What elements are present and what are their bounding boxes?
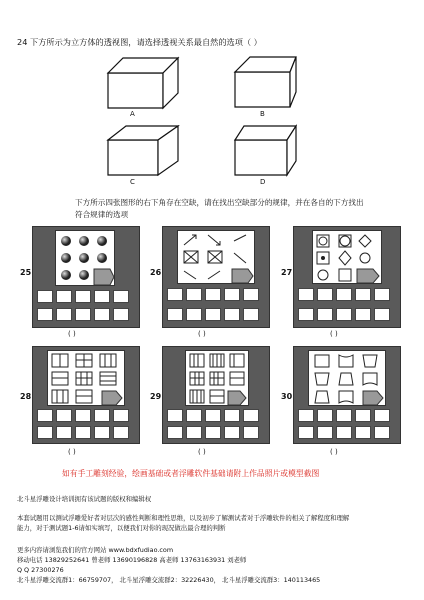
option-diamond-icon[interactable] — [374, 308, 390, 321]
answer-blank-30[interactable]: ( ) — [330, 448, 338, 456]
options-row-2-27 — [298, 308, 390, 321]
options-row-1-29 — [167, 409, 259, 422]
option-square-icon[interactable] — [317, 308, 333, 321]
option-grid-icon[interactable] — [56, 426, 72, 439]
question-number-25: 25 — [20, 268, 32, 277]
q25-30-instruction — [75, 197, 395, 221]
option-arrow-icon[interactable] — [186, 308, 202, 321]
options-row-2-30 — [298, 426, 390, 439]
answer-blank-27[interactable]: ( ) — [330, 330, 338, 338]
puzzle-grid-26 — [177, 230, 255, 284]
group-line: 北斗星浮雕交流群1：66759707， 北斗星浮雕交流群2：32226430， 北斗星浮雕交流群3：140113465 — [17, 576, 321, 584]
option-arrow-icon[interactable] — [167, 308, 183, 321]
options-row-1-30 — [298, 409, 390, 422]
question-number-29: 29 — [150, 392, 162, 401]
dot-grid-icon — [56, 231, 114, 285]
question-number-30: 30 — [281, 392, 293, 401]
website-line[interactable]: 更多内容请浏览我们的官方网站 www.bdxfudiao.com — [17, 546, 174, 554]
option-square-icon[interactable] — [75, 290, 91, 303]
puzzle-grid-28 — [47, 350, 125, 406]
bar-grid-icon — [186, 351, 248, 405]
answer-blank-28[interactable]: ( ) — [68, 448, 76, 456]
question-number-27: 27 — [281, 268, 293, 277]
puzzle-grid-29 — [185, 350, 249, 406]
option-grid-icon[interactable] — [167, 426, 183, 439]
option-trapezoid-icon[interactable] — [355, 426, 371, 439]
puzzle-panel-25 — [32, 226, 140, 328]
q24-cubes — [0, 0, 424, 200]
instruction-line-2: 符合规律的选项 — [75, 210, 129, 219]
option-grid-icon[interactable] — [224, 426, 240, 439]
option-square-icon[interactable] — [94, 290, 110, 303]
options-row-1-28 — [37, 409, 129, 422]
option-arrow-icon[interactable] — [224, 308, 240, 321]
puzzle-grid-25 — [55, 230, 115, 286]
description — [17, 513, 417, 533]
option-circle-icon[interactable] — [56, 308, 72, 321]
options-row-2-25 — [37, 308, 129, 321]
option-diamond-icon[interactable] — [355, 288, 371, 301]
option-trapezoid-icon[interactable] — [317, 426, 333, 439]
arrow-grid-icon — [178, 231, 254, 283]
option-square-icon[interactable] — [113, 290, 129, 303]
options-row-1-25 — [37, 290, 129, 303]
copyright-notice: 北斗星浮雕设计培训拥有该试题的版权和编辑权 — [17, 495, 152, 503]
option-arrow-icon[interactable] — [167, 288, 183, 301]
option-arrow-icon[interactable] — [224, 288, 240, 301]
option-circle-icon[interactable] — [298, 308, 314, 321]
option-grid-icon[interactable] — [113, 426, 129, 439]
option-diamond-icon[interactable] — [298, 288, 314, 301]
option-grid-icon[interactable] — [243, 409, 259, 422]
options-row-1-26 — [167, 288, 259, 301]
option-square-icon[interactable] — [75, 308, 91, 321]
puzzle-panel-28 — [32, 346, 140, 444]
option-grid-icon[interactable] — [75, 409, 91, 422]
option-grid-icon[interactable] — [186, 426, 202, 439]
option-grid-icon[interactable] — [94, 426, 110, 439]
answer-blank-29[interactable]: ( ) — [198, 448, 206, 456]
puzzle-panel-30 — [293, 346, 401, 444]
contact-block — [17, 545, 417, 585]
option-arrow-icon[interactable] — [205, 288, 221, 301]
option-arrow-icon[interactable] — [243, 308, 259, 321]
description-line-2: 能力，对于测试题1-6请如实填写，以便我们对你的现况做出最合理的判断 — [17, 524, 226, 532]
options-row-2-26 — [167, 308, 259, 321]
cube-a — [108, 58, 178, 108]
option-square-icon[interactable] — [336, 288, 352, 301]
puzzle-grid-27 — [312, 230, 382, 284]
option-circle-icon[interactable] — [336, 308, 352, 321]
q24-title: 24 下方所示为立方体的透视图，请选择透视关系最自然的选项（ ） — [17, 37, 262, 47]
option-arrow-icon[interactable] — [205, 308, 221, 321]
option-grid-icon[interactable] — [37, 426, 53, 439]
option-arrow-icon[interactable] — [243, 288, 259, 301]
puzzle-panel-27 — [293, 226, 401, 328]
cube-c — [108, 126, 178, 175]
option-diamond-icon[interactable] — [113, 308, 129, 321]
option-trapezoid-icon[interactable] — [317, 409, 333, 422]
cube-d — [235, 126, 296, 175]
option-grid-icon[interactable] — [75, 426, 91, 439]
option-label-c: C — [130, 178, 135, 186]
option-grid-icon[interactable] — [113, 409, 129, 422]
option-square-icon[interactable] — [355, 308, 371, 321]
puzzle-grid-30 — [308, 350, 386, 406]
instruction-line-1: 下方所示四张图形的右下角存在空缺，请在找出空缺部分的规律，并在各自的下方找出 — [75, 198, 364, 207]
option-trapezoid-icon[interactable] — [298, 426, 314, 439]
option-square-icon[interactable] — [37, 290, 53, 303]
qq-line: Q Q 27300276 — [17, 566, 64, 574]
answer-blank-26[interactable]: ( ) — [198, 330, 206, 338]
option-grid-icon[interactable] — [56, 409, 72, 422]
red-notice: 如有手工雕刻经验，绘画基础或者浮雕软件基础请附上作品照片或模型截图 — [62, 469, 320, 478]
cube-b — [235, 57, 296, 107]
shape-grid-icon — [313, 231, 381, 283]
puzzle-panel-29 — [162, 346, 270, 444]
options-row-1-27 — [298, 288, 390, 301]
option-trapezoid-icon[interactable] — [336, 426, 352, 439]
option-grid-icon[interactable] — [186, 409, 202, 422]
option-trapezoid-icon[interactable] — [336, 409, 352, 422]
option-circle-icon[interactable] — [317, 288, 333, 301]
question-number-26: 26 — [150, 268, 162, 277]
option-square-icon[interactable] — [94, 308, 110, 321]
option-grid-icon[interactable] — [37, 409, 53, 422]
description-line-1: 本套试题用以测试浮雕爱好者对层次的感性判断和理性思维，以及初步了解测试者对于浮雕软件的相关了解程度和理解 — [17, 514, 350, 522]
option-label-b: B — [260, 110, 265, 118]
option-triangle-icon[interactable] — [37, 308, 53, 321]
option-trapezoid-icon[interactable] — [298, 409, 314, 422]
rectangle-grid-icon — [48, 351, 124, 405]
option-trapezoid-icon[interactable] — [355, 409, 371, 422]
puzzle-panel-26 — [162, 226, 270, 328]
phone-line: 移动电话 13829252641 曾老师 13690196828 高老师 13763163931 刘老师 — [17, 556, 247, 564]
option-label-d: D — [260, 178, 266, 186]
option-grid-icon[interactable] — [205, 409, 221, 422]
options-row-2-29 — [167, 426, 259, 439]
option-label-a: A — [130, 110, 135, 118]
options-row-2-28 — [37, 426, 129, 439]
option-arrow-icon[interactable] — [186, 288, 202, 301]
option-trapezoid-icon[interactable] — [374, 409, 390, 422]
option-square-icon[interactable] — [374, 288, 390, 301]
option-trapezoid-icon[interactable] — [374, 426, 390, 439]
answer-blank-25[interactable]: ( ) — [68, 330, 76, 338]
option-grid-icon[interactable] — [205, 426, 221, 439]
option-grid-icon[interactable] — [94, 409, 110, 422]
question-number-28: 28 — [20, 392, 32, 401]
option-grid-icon[interactable] — [243, 426, 259, 439]
option-square-icon[interactable] — [56, 290, 72, 303]
option-grid-icon[interactable] — [224, 409, 240, 422]
trapezoid-grid-icon — [309, 351, 385, 405]
option-grid-icon[interactable] — [167, 409, 183, 422]
